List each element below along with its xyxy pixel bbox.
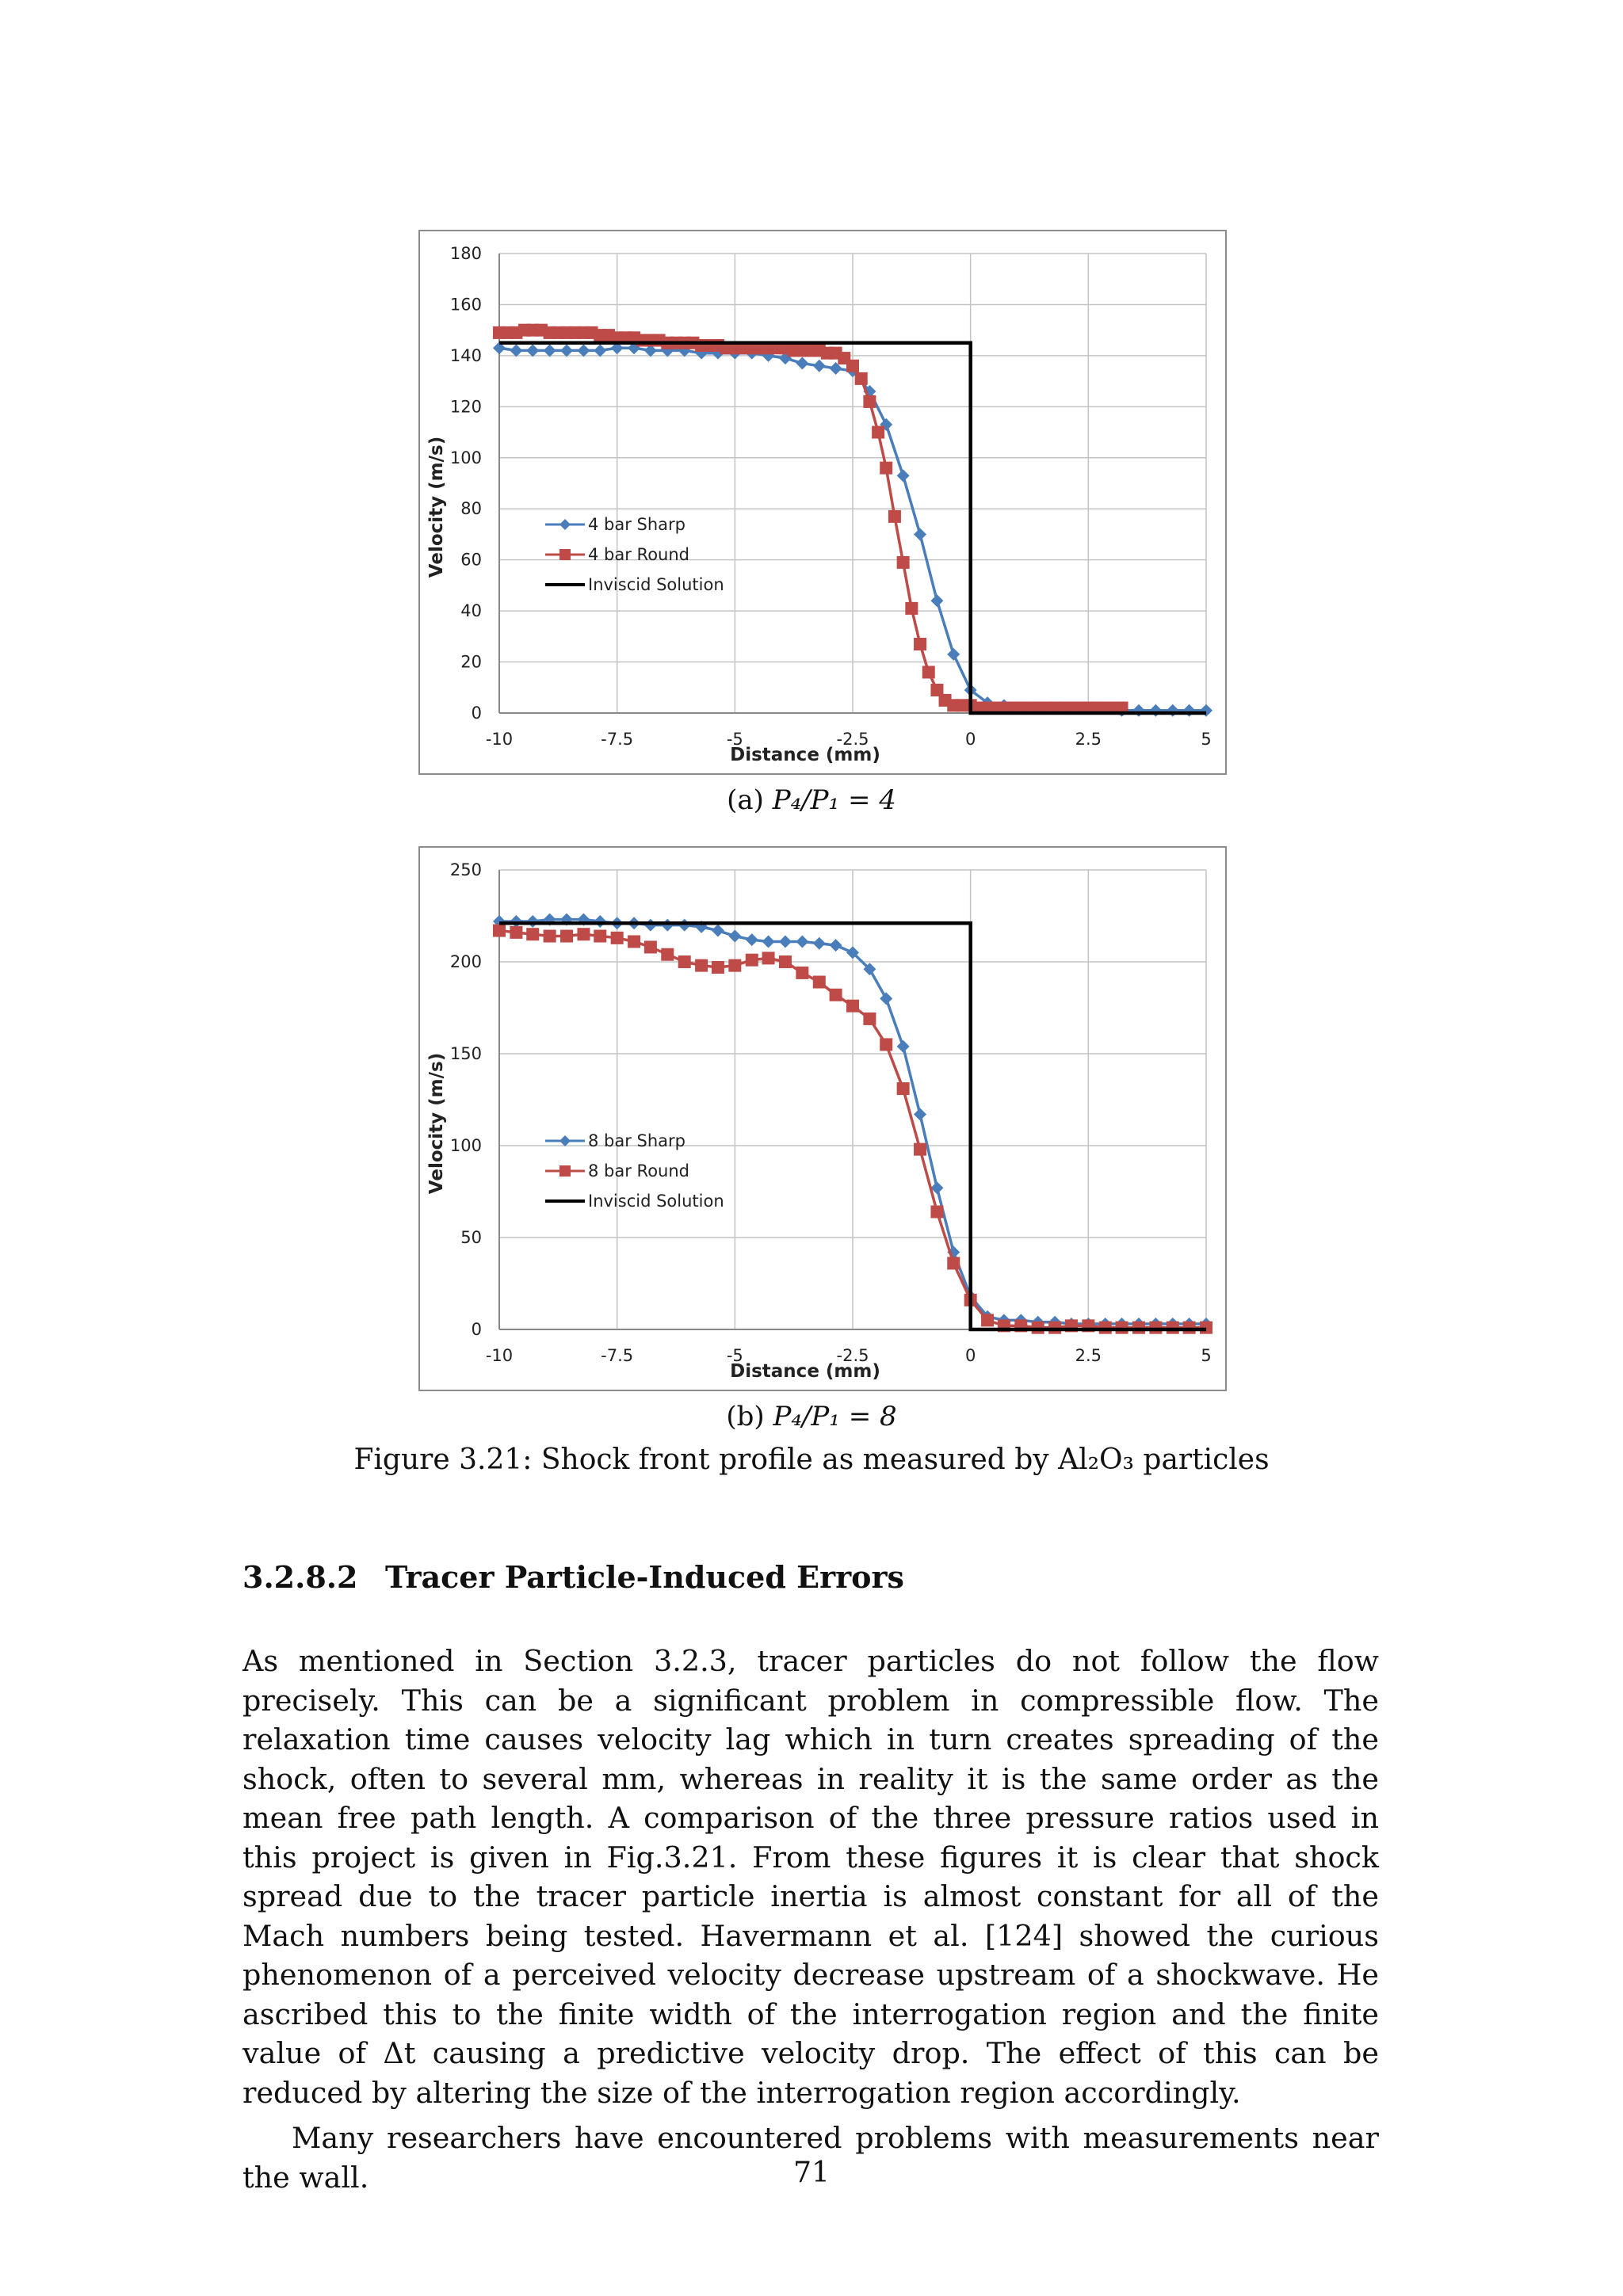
page-number: 71 — [793, 2157, 830, 2189]
paragraph-2: Many researchers have encountered problems with measurements near the wall. — [242, 2121, 1379, 2195]
chart-b-point-8-bar-sharp-17 — [779, 935, 792, 948]
chart-b-point-8-bar-round-19 — [813, 976, 826, 989]
chart-a-point-4-bar-round-48 — [897, 556, 910, 569]
chart-b-point-8-bar-sharp-25 — [914, 1108, 926, 1121]
chart-a-point-4-bar-sharp-26 — [930, 594, 943, 607]
chart-a-point-4-bar-sharp-1 — [510, 344, 522, 357]
chart-b-point-8-bar-round-11 — [678, 955, 691, 968]
chart-b-legend-8-bar-sharp-marker — [559, 1135, 571, 1146]
chart-b-point-8-bar-round-16 — [762, 952, 775, 964]
subcaption-b-label: (b) — [726, 1401, 765, 1432]
chart-a-xtick-1: -7.5 — [601, 730, 634, 749]
chart-b-xtick-1: -7.5 — [601, 1346, 634, 1365]
chart-b-point-8-bar-round-29 — [981, 1314, 994, 1326]
chart-a-point-4-bar-round-42 — [846, 360, 859, 372]
chart-b-point-8-bar-round-3 — [544, 930, 556, 943]
chart-b-xtick-4: 0 — [964, 1346, 976, 1365]
chart-b-point-8-bar-round-5 — [577, 928, 590, 940]
section-heading — [242, 1559, 904, 1595]
chart-b-legend-inviscid-solution-label: Inviscid Solution — [588, 1192, 724, 1211]
chart-a-ytick-8: 160 — [449, 295, 482, 315]
chart-b-point-8-bar-sharp-23 — [880, 992, 892, 1005]
chart-b-xtick-3: -2.5 — [836, 1346, 869, 1365]
chart-a-point-4-bar-round-45 — [872, 426, 884, 439]
chart-b-point-8-bar-round-7 — [611, 932, 624, 944]
figure-caption: Figure 3.21: Shock front profile as measured by Al₂O₃ particles — [353, 1444, 1270, 1476]
chart-b-point-8-bar-sharp-6 — [594, 915, 606, 928]
chart-a-ytick-6: 120 — [449, 397, 482, 417]
chart-a-point-4-bar-sharp-6 — [594, 344, 606, 357]
chart-b-point-8-bar-round-1 — [510, 926, 522, 939]
chart-b-point-8-bar-round-13 — [712, 961, 724, 974]
chart-a-ytick-7: 140 — [449, 345, 482, 365]
chart-b-point-8-bar-sharp-10 — [661, 919, 674, 932]
chart-b-ytick-1: 50 — [460, 1228, 482, 1247]
chart-b-xtick-2: -5 — [726, 1346, 743, 1365]
chart-b-legend-8-bar-sharp-label: 8 bar Sharp — [588, 1131, 686, 1150]
chart-b-point-8-bar-round-12 — [695, 959, 708, 972]
chart-b-point-8-bar-round-32 — [1032, 1322, 1044, 1334]
chart-b-legend-8-bar-round-label: 8 bar Round — [588, 1161, 689, 1180]
chart-a-point-4-bar-round-51 — [922, 666, 935, 678]
chart-b-svg — [420, 848, 1225, 1390]
chart-a-point-4-bar-sharp-3 — [544, 344, 556, 357]
chart-a-point-4-bar-round-49 — [905, 602, 918, 615]
chart-b-point-8-bar-round-8 — [628, 935, 640, 948]
chart-a-xtick-0: -10 — [485, 730, 514, 749]
chart-b-point-8-bar-round-27 — [947, 1257, 960, 1269]
chart-b-point-8-bar-round-40 — [1167, 1322, 1179, 1334]
chart-a-point-4-bar-sharp-5 — [577, 344, 590, 357]
chart-b-xlabel: Distance (mm) — [730, 1361, 880, 1382]
chart-b-point-8-bar-round-36 — [1099, 1322, 1112, 1334]
chart-b-point-8-bar-sharp-14 — [728, 930, 741, 943]
chart-a-legend-4-bar-round-label: 4 bar Round — [588, 545, 689, 564]
chart-b-point-8-bar-round-37 — [1116, 1322, 1128, 1334]
chart-a-legend-4-bar-sharp-marker — [559, 519, 571, 530]
chart-a-point-4-bar-sharp-39 — [1149, 704, 1162, 717]
chart-b-point-8-bar-sharp-9 — [644, 919, 657, 932]
chart-a-xlabel: Distance (mm) — [730, 745, 880, 765]
chart-a-ytick-0: 0 — [471, 704, 482, 723]
chart-b-xtick-5: 2.5 — [1075, 1346, 1102, 1365]
chart-b-point-8-bar-sharp-16 — [762, 935, 775, 948]
chart-a-point-4-bar-round-46 — [880, 462, 892, 475]
subcaption-b-math: P₄/P₁ = 8 — [773, 1401, 897, 1432]
chart-a-point-4-bar-sharp-42 — [1200, 704, 1212, 717]
chart-b-point-8-bar-round-38 — [1132, 1322, 1145, 1334]
chart-a-ytick-3: 60 — [460, 550, 482, 570]
chart-a-point-4-bar-sharp-27 — [947, 648, 960, 661]
chart-b-point-8-bar-sharp-11 — [678, 919, 691, 932]
chart-a-point-4-bar-round-44 — [863, 395, 876, 408]
chart-a-ytick-4: 80 — [460, 499, 482, 519]
chart-b-point-8-bar-round-21 — [846, 1000, 859, 1013]
chart-a-xtick-5: 2.5 — [1075, 730, 1102, 749]
chart-a-xtick-3: -2.5 — [836, 730, 869, 749]
chart-a-ytick-5: 100 — [449, 448, 482, 467]
chart-b-ytick-4: 200 — [449, 952, 482, 971]
chart-a-xtick-2: -5 — [726, 730, 743, 749]
subcaption-a-label: (a) — [727, 784, 764, 816]
section-title: Tracer Particle-Induced Errors — [385, 1559, 904, 1595]
chart-a-legend-4-bar-sharp-label: 4 bar Sharp — [588, 515, 686, 534]
chart-b-point-8-bar-sharp-20 — [830, 939, 842, 952]
chart-b-point-8-bar-sharp-13 — [712, 925, 724, 937]
chart-b-point-8-bar-sharp-1 — [510, 915, 522, 928]
chart-b-point-8-bar-round-4 — [560, 930, 573, 943]
chart-b-point-8-bar-round-2 — [526, 928, 539, 940]
chart-a-point-4-bar-sharp-41 — [1183, 704, 1196, 717]
chart-b-point-8-bar-round-10 — [661, 948, 674, 961]
chart-a-point-4-bar-sharp-25 — [914, 528, 926, 540]
chart-a-point-4-bar-sharp-4 — [560, 344, 573, 357]
chart-b-ytick-2: 100 — [449, 1136, 482, 1155]
chart-b — [418, 846, 1227, 1391]
chart-a-point-4-bar-sharp-24 — [897, 469, 910, 482]
chart-b-point-8-bar-round-26 — [930, 1206, 943, 1219]
chart-b-point-8-bar-round-20 — [830, 989, 842, 1001]
chart-b-point-8-bar-round-18 — [796, 967, 808, 979]
chart-a-point-4-bar-round-50 — [914, 638, 926, 650]
chart-a-point-4-bar-sharp-38 — [1132, 704, 1145, 717]
chart-a-svg — [420, 231, 1225, 773]
chart-b-point-8-bar-round-24 — [897, 1082, 910, 1095]
subcaption-a — [0, 784, 1623, 816]
chart-b-point-8-bar-sharp-18 — [796, 935, 808, 948]
chart-b-point-8-bar-round-33 — [1048, 1322, 1061, 1334]
chart-a-xtick-4: 0 — [964, 730, 976, 749]
chart-a-ytick-9: 180 — [449, 244, 482, 263]
chart-a-ylabel: Velocity (m/s) — [426, 436, 447, 578]
chart-b-point-8-bar-round-17 — [779, 955, 792, 968]
chart-b-xtick-0: -10 — [485, 1346, 514, 1365]
chart-b-point-8-bar-round-0 — [493, 925, 506, 937]
chart-b-ylabel: Velocity (m/s) — [426, 1052, 447, 1195]
chart-a-point-4-bar-sharp-2 — [526, 344, 539, 357]
chart-a-point-4-bar-round-47 — [888, 510, 901, 523]
chart-b-point-8-bar-round-15 — [746, 954, 758, 967]
chart-b-point-8-bar-round-23 — [880, 1038, 892, 1051]
chart-b-point-8-bar-round-14 — [728, 959, 741, 972]
chart-b-point-8-bar-sharp-24 — [897, 1040, 910, 1053]
chart-a-point-4-bar-round-43 — [855, 372, 868, 385]
chart-a-ytick-1: 20 — [460, 652, 482, 672]
chart-b-point-8-bar-sharp-2 — [526, 915, 539, 928]
chart-b-xtick-6: 5 — [1201, 1346, 1212, 1365]
subcaption-b — [0, 1401, 1623, 1432]
chart-b-point-8-bar-round-39 — [1149, 1322, 1162, 1334]
chart-a-point-4-bar-sharp-40 — [1167, 704, 1179, 717]
chart-b-point-8-bar-round-42 — [1200, 1322, 1212, 1334]
subcaption-a-math: P₄/P₁ = 4 — [772, 784, 896, 816]
chart-b-point-8-bar-round-6 — [594, 930, 606, 943]
chart-b-ytick-5: 250 — [449, 860, 482, 879]
chart-b-point-8-bar-round-41 — [1183, 1322, 1196, 1334]
paragraph-1: As mentioned in Section 3.2.3, tracer particles do not follow the flow precisely. This can be a significant problem in compressible flow. The relaxation time causes velocity lag which in turn creates spreading of the shock, often to several mm, whereas in reality it is the same order as the mean free path length. A comparison of the three pressure ratios used in this project is given in Fig.3.21. From these figures it is clear that shock spread due to the tracer particle inertia is almost constant for all of the Mach numbers being tested. Havermann et al. [124] showed the curious phenomenon of a perceived velocity decrease upstream of a shockwave. He ascribed this to the finite width of the interrogation region and the finite value of Δt causing a predictive velocity drop. The effect of this can be reduced by altering the size of the interrogation region accordingly. — [242, 1644, 1379, 2110]
chart-b-point-8-bar-sharp-19 — [813, 937, 826, 950]
chart-a-xtick-6: 5 — [1201, 730, 1212, 749]
chart-b-point-8-bar-round-9 — [644, 940, 657, 953]
chart-a — [418, 230, 1227, 775]
chart-b-ytick-0: 0 — [471, 1320, 482, 1339]
chart-a-legend-4-bar-round-marker — [559, 549, 571, 560]
chart-b-legend-8-bar-round-marker — [559, 1165, 571, 1177]
chart-b-point-8-bar-round-22 — [863, 1013, 876, 1025]
chart-b-point-8-bar-round-25 — [914, 1143, 926, 1156]
chart-b-point-8-bar-sharp-15 — [746, 933, 758, 946]
section-number: 3.2.8.2 — [242, 1559, 358, 1595]
chart-a-legend-inviscid-solution-label: Inviscid Solution — [588, 575, 724, 594]
chart-a-point-4-bar-sharp-18 — [796, 357, 808, 370]
chart-a-ytick-2: 40 — [460, 601, 482, 621]
chart-b-ytick-3: 150 — [449, 1044, 482, 1063]
chart-a-point-4-bar-sharp-19 — [813, 360, 826, 372]
body-text — [242, 1642, 1379, 2197]
